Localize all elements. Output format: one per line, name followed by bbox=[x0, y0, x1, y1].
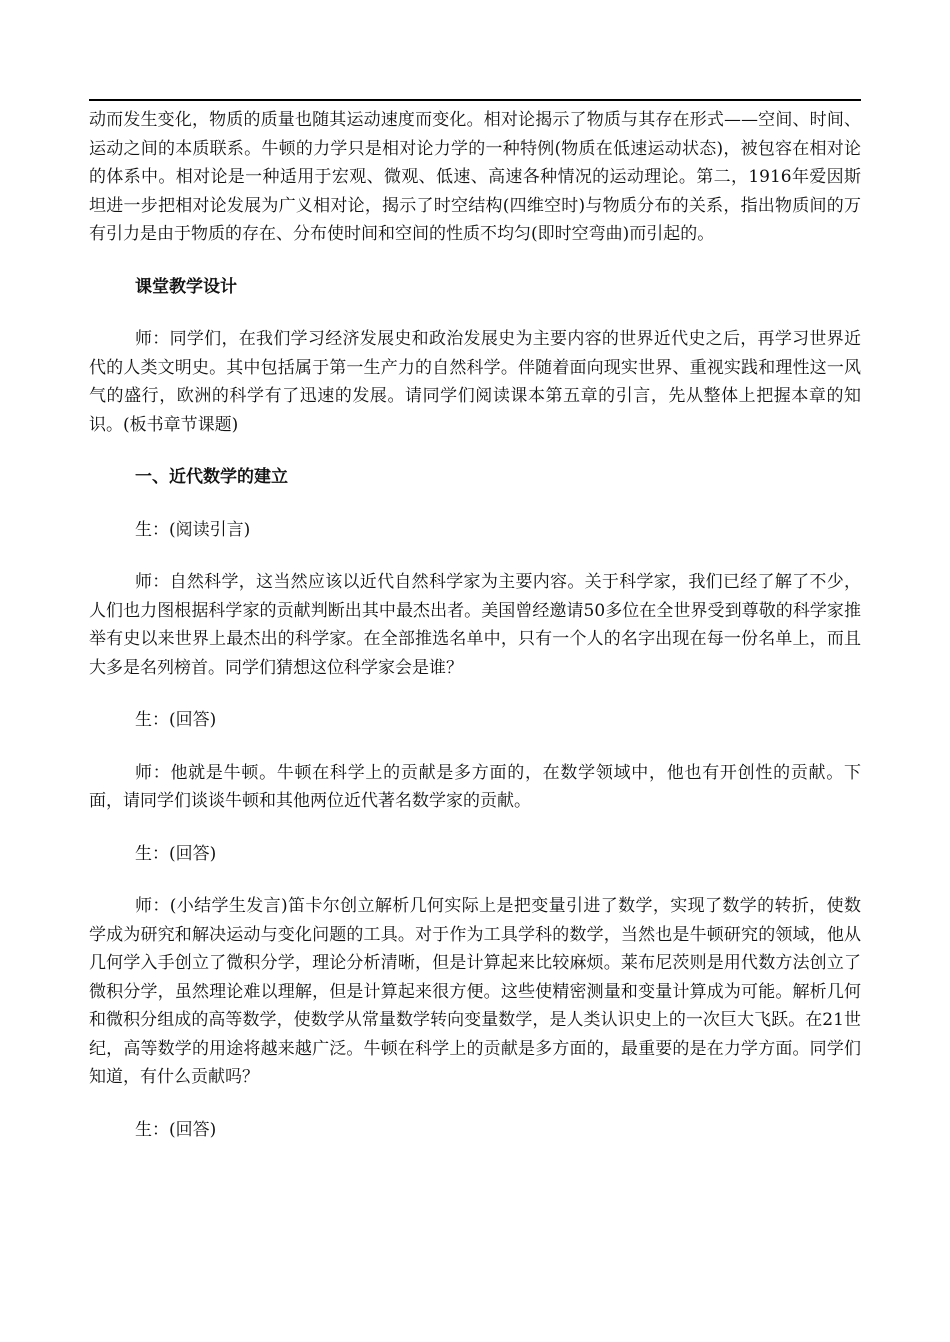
paragraph-student-answer: 生：(回答) bbox=[135, 1119, 217, 1140]
document-body bbox=[89, 106, 861, 1168]
section-heading-classroom-design: 课堂教学设计 bbox=[135, 276, 237, 297]
paragraph-teacher-newton-math: 师：他就是牛顿。牛顿在科学上的贡献是多方面的，在数学领域中，他也有开创性的贡献。下面，请同学们谈谈牛顿和其他两位近代著名数学家的贡献。 bbox=[89, 762, 861, 811]
paragraph-student-answer: 生：(回答) bbox=[135, 710, 217, 730]
paragraph-student-read-intro: 生：(阅读引言) bbox=[135, 519, 251, 540]
paragraph-student-answer: 生：(回答) bbox=[135, 843, 217, 864]
paragraph-teacher-intro: 师：同学们，在我们学习经济发展史和政治发展史为主要内容的世界近代史之后，再学习世界近代的人类文明史。其中包括属于第一生产力的自然科学。伴随着面向现实世界、重视实践和理性这一风气的盛行，欧洲的科学有了迅速的发展。请同学们阅读课本第五章的引言，先从整体上把握本章的知识。(板书章节课题) bbox=[89, 329, 861, 435]
paragraph-relativity-summary: 动而发生变化，物质的质量也随其运动速度而变化。相对论揭示了物质与其存在形式——空间、时间、运动之间的本质联系。牛顿的力学只是相对论力学的一种特例(物质在低速运动状态)，被包容在相对论的体系中。相对论是一种适用于宏观、微观、低速、高速各种情况的运动理论。第二，1916年爱因斯坦进一步把相对论发展为广义相对论，揭示了时空结构(四维空时)与物质分布的关系，指出物质间的万有引力是由于物质的存在、分布使时间和空间的性质不均匀(即时空弯曲)而引起的。 bbox=[89, 110, 861, 244]
paragraph-teacher-summary-calculus: 师：(小结学生发言)笛卡尔创立解析几何实际上是把变量引进了数学，实现了数学的转折，使数学成为研究和解决运动与变化问题的工具。对于作为工具学科的数学，当然也是牛顿研究的领域，他从几何学入手创立了微积分学，理论分析清晰，但是计算起来比较麻烦。莱布尼茨则是用代数方法创立了微积分学，虽然理论难以理解，但是计算起来很方便。这些使精密测量和变量计算成为可能。解析几何和微积分组成的高等数学，使数学从常量数学转向变量数学，是人类认识史上的一次巨大飞跃。在21世纪，高等数学的用途将越来越广泛。牛顿在科学上的贡献是多方面的，最重要的是在力学方面。同学们知道，有什么贡献吗？ bbox=[89, 896, 861, 1087]
section-heading-modern-math: 一、近代数学的建立 bbox=[135, 467, 288, 487]
header-rule bbox=[89, 99, 861, 101]
paragraph-teacher-scientist-question: 师：自然科学，这当然应该以近代自然科学家为主要内容。关于科学家，我们已经了解了不少，人们也力图根据科学家的贡献判断出其中最杰出者。美国曾经邀请50多位在全世界受到尊敬的科学家推举有史以来世界上最杰出的科学家。在全部推选名单中，只有一个人的名字出现在每一份名单上，而且大多是名列榜首。同学们猜想这位科学家会是谁？ bbox=[89, 572, 861, 678]
